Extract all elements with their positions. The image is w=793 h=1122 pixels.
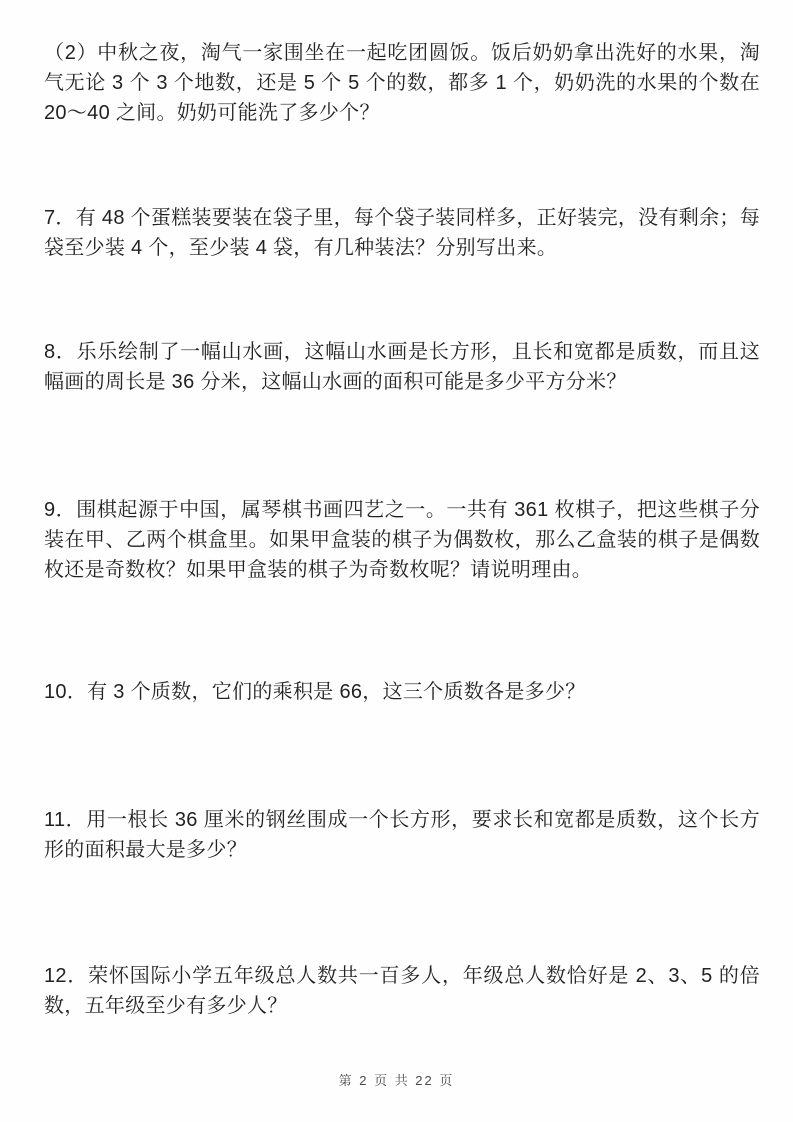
problem-12: 12．荣怀国际小学五年级总人数共一百多人，年级总人数恰好是 2、3、5 的倍数，五年级至少有多少人？	[44, 965, 760, 1017]
problem-sub-2: （2）中秋之夜，淘气一家围坐在一起吃团圆饭。饭后奶奶拿出洗好的水果，淘气无论 3 个 3 个地数，还是 5 个 5 个的数，都多 1 个，奶奶洗的水果的个数在 20～40 之间。奶奶可能洗了多少个？	[44, 42, 760, 124]
page-number-label: 第 2 页 共 22 页	[338, 1073, 455, 1088]
problem-list	[44, 38, 760, 1021]
problem-10: 10．有 3 个质数，它们的乘积是 66，这三个质数各是多少？	[44, 681, 586, 703]
problem-8: 8．乐乐绘制了一幅山水画，这幅山水画是长方形，且长和宽都是质数，而且这幅画的周长是 36 分米，这幅山水画的面积可能是多少平方分米？	[44, 341, 760, 393]
problem-11: 11．用一根长 36 厘米的钢丝围成一个长方形，要求长和宽都是质数，这个长方形的面积最大是多少？	[44, 809, 760, 861]
problem-7: 7．有 48 个蛋糕装要装在袋子里，每个袋子装同样多，正好装完，没有剩余；每袋至少装 4 个，至少装 4 袋，有几种装法？分别写出来。	[44, 207, 760, 259]
problem-9: 9．围棋起源于中国，属琴棋书画四艺之一。一共有 361 枚棋子，把这些棋子分装在甲、乙两个棋盒里。如果甲盒装的棋子为偶数枚，那么乙盒装的棋子是偶数枚还是奇数枚？如果甲盒装的棋子为奇数枚呢？请说明理由。	[44, 499, 760, 581]
page-footer	[0, 1070, 793, 1090]
